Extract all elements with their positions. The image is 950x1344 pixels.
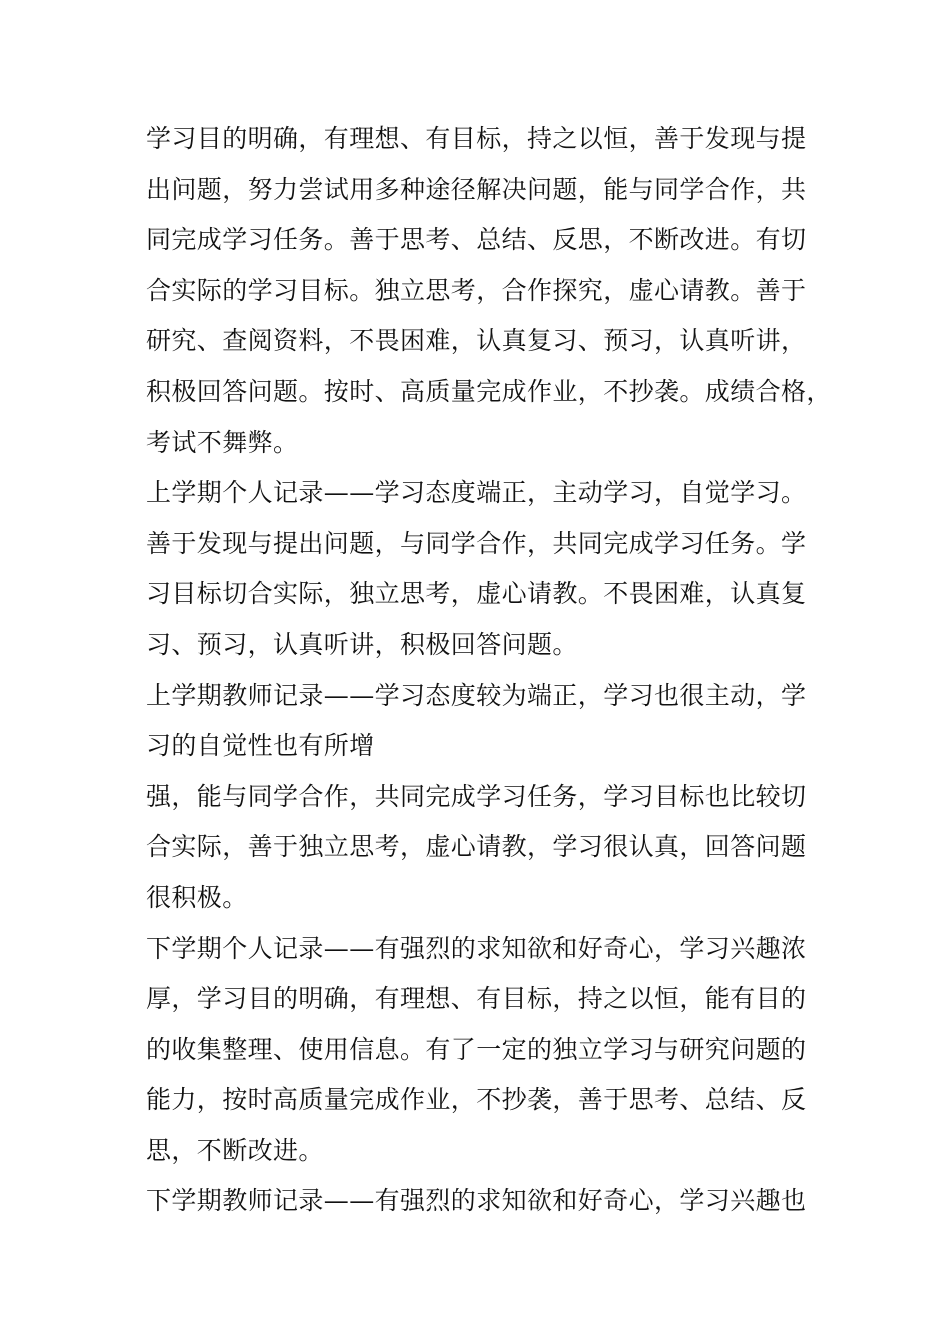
text-line: 合实际的学习目标。独立思考，合作探究，虚心请教。善于 <box>146 275 807 305</box>
text-line: 习目标切合实际，独立思考，虚心请教。不畏困难，认真复 <box>146 579 807 609</box>
text-line: 下学期个人记录——有强烈的求知欲和好奇心，学习兴趣浓 <box>146 933 807 963</box>
text-line: 强，能与同学合作，共同完成学习任务，学习目标也比较切 <box>146 781 807 811</box>
text-line: 善于发现与提出问题，与同学合作，共同完成学习任务。学 <box>146 528 807 558</box>
document-body <box>146 114 832 1227</box>
text-line: 的收集整理、使用信息。有了一定的独立学习与研究问题的 <box>146 1034 807 1064</box>
text-line: 考试不舞弊。 <box>146 427 299 457</box>
text-line: 积极回答问题。按时、高质量完成作业，不抄袭。成绩合格， <box>146 376 832 406</box>
text-line: 习的自觉性也有所增 <box>146 731 375 761</box>
text-line: 能力，按时高质量完成作业，不抄袭，善于思考、总结、反 <box>146 1085 807 1115</box>
text-line: 出问题，努力尝试用多种途径解决问题，能与同学合作，共 <box>146 174 807 204</box>
text-line: 思，不断改进。 <box>146 1135 324 1165</box>
text-line: 上学期个人记录——学习态度端正，主动学习，自觉学习。 <box>146 478 807 508</box>
text-line: 习、预习，认真听讲，积极回答问题。 <box>146 629 578 659</box>
text-line: 合实际，善于独立思考，虚心请教，学习很认真，回答问题 <box>146 832 807 862</box>
text-line: 同完成学习任务。善于思考、总结、反思，不断改进。有切 <box>146 225 807 255</box>
text-line: 研究、查阅资料，不畏困难，认真复习、预习，认真听讲， <box>146 326 807 356</box>
text-line: 下学期教师记录——有强烈的求知欲和好奇心，学习兴趣也 <box>146 1186 807 1216</box>
text-line: 上学期教师记录——学习态度较为端正，学习也很主动，学 <box>146 680 807 710</box>
text-line: 很积极。 <box>146 882 248 912</box>
text-line: 学习目的明确，有理想、有目标，持之以恒，善于发现与提 <box>146 124 807 153</box>
text-line: 厚，学习目的明确，有理想、有目标，持之以恒，能有目的 <box>146 984 807 1014</box>
